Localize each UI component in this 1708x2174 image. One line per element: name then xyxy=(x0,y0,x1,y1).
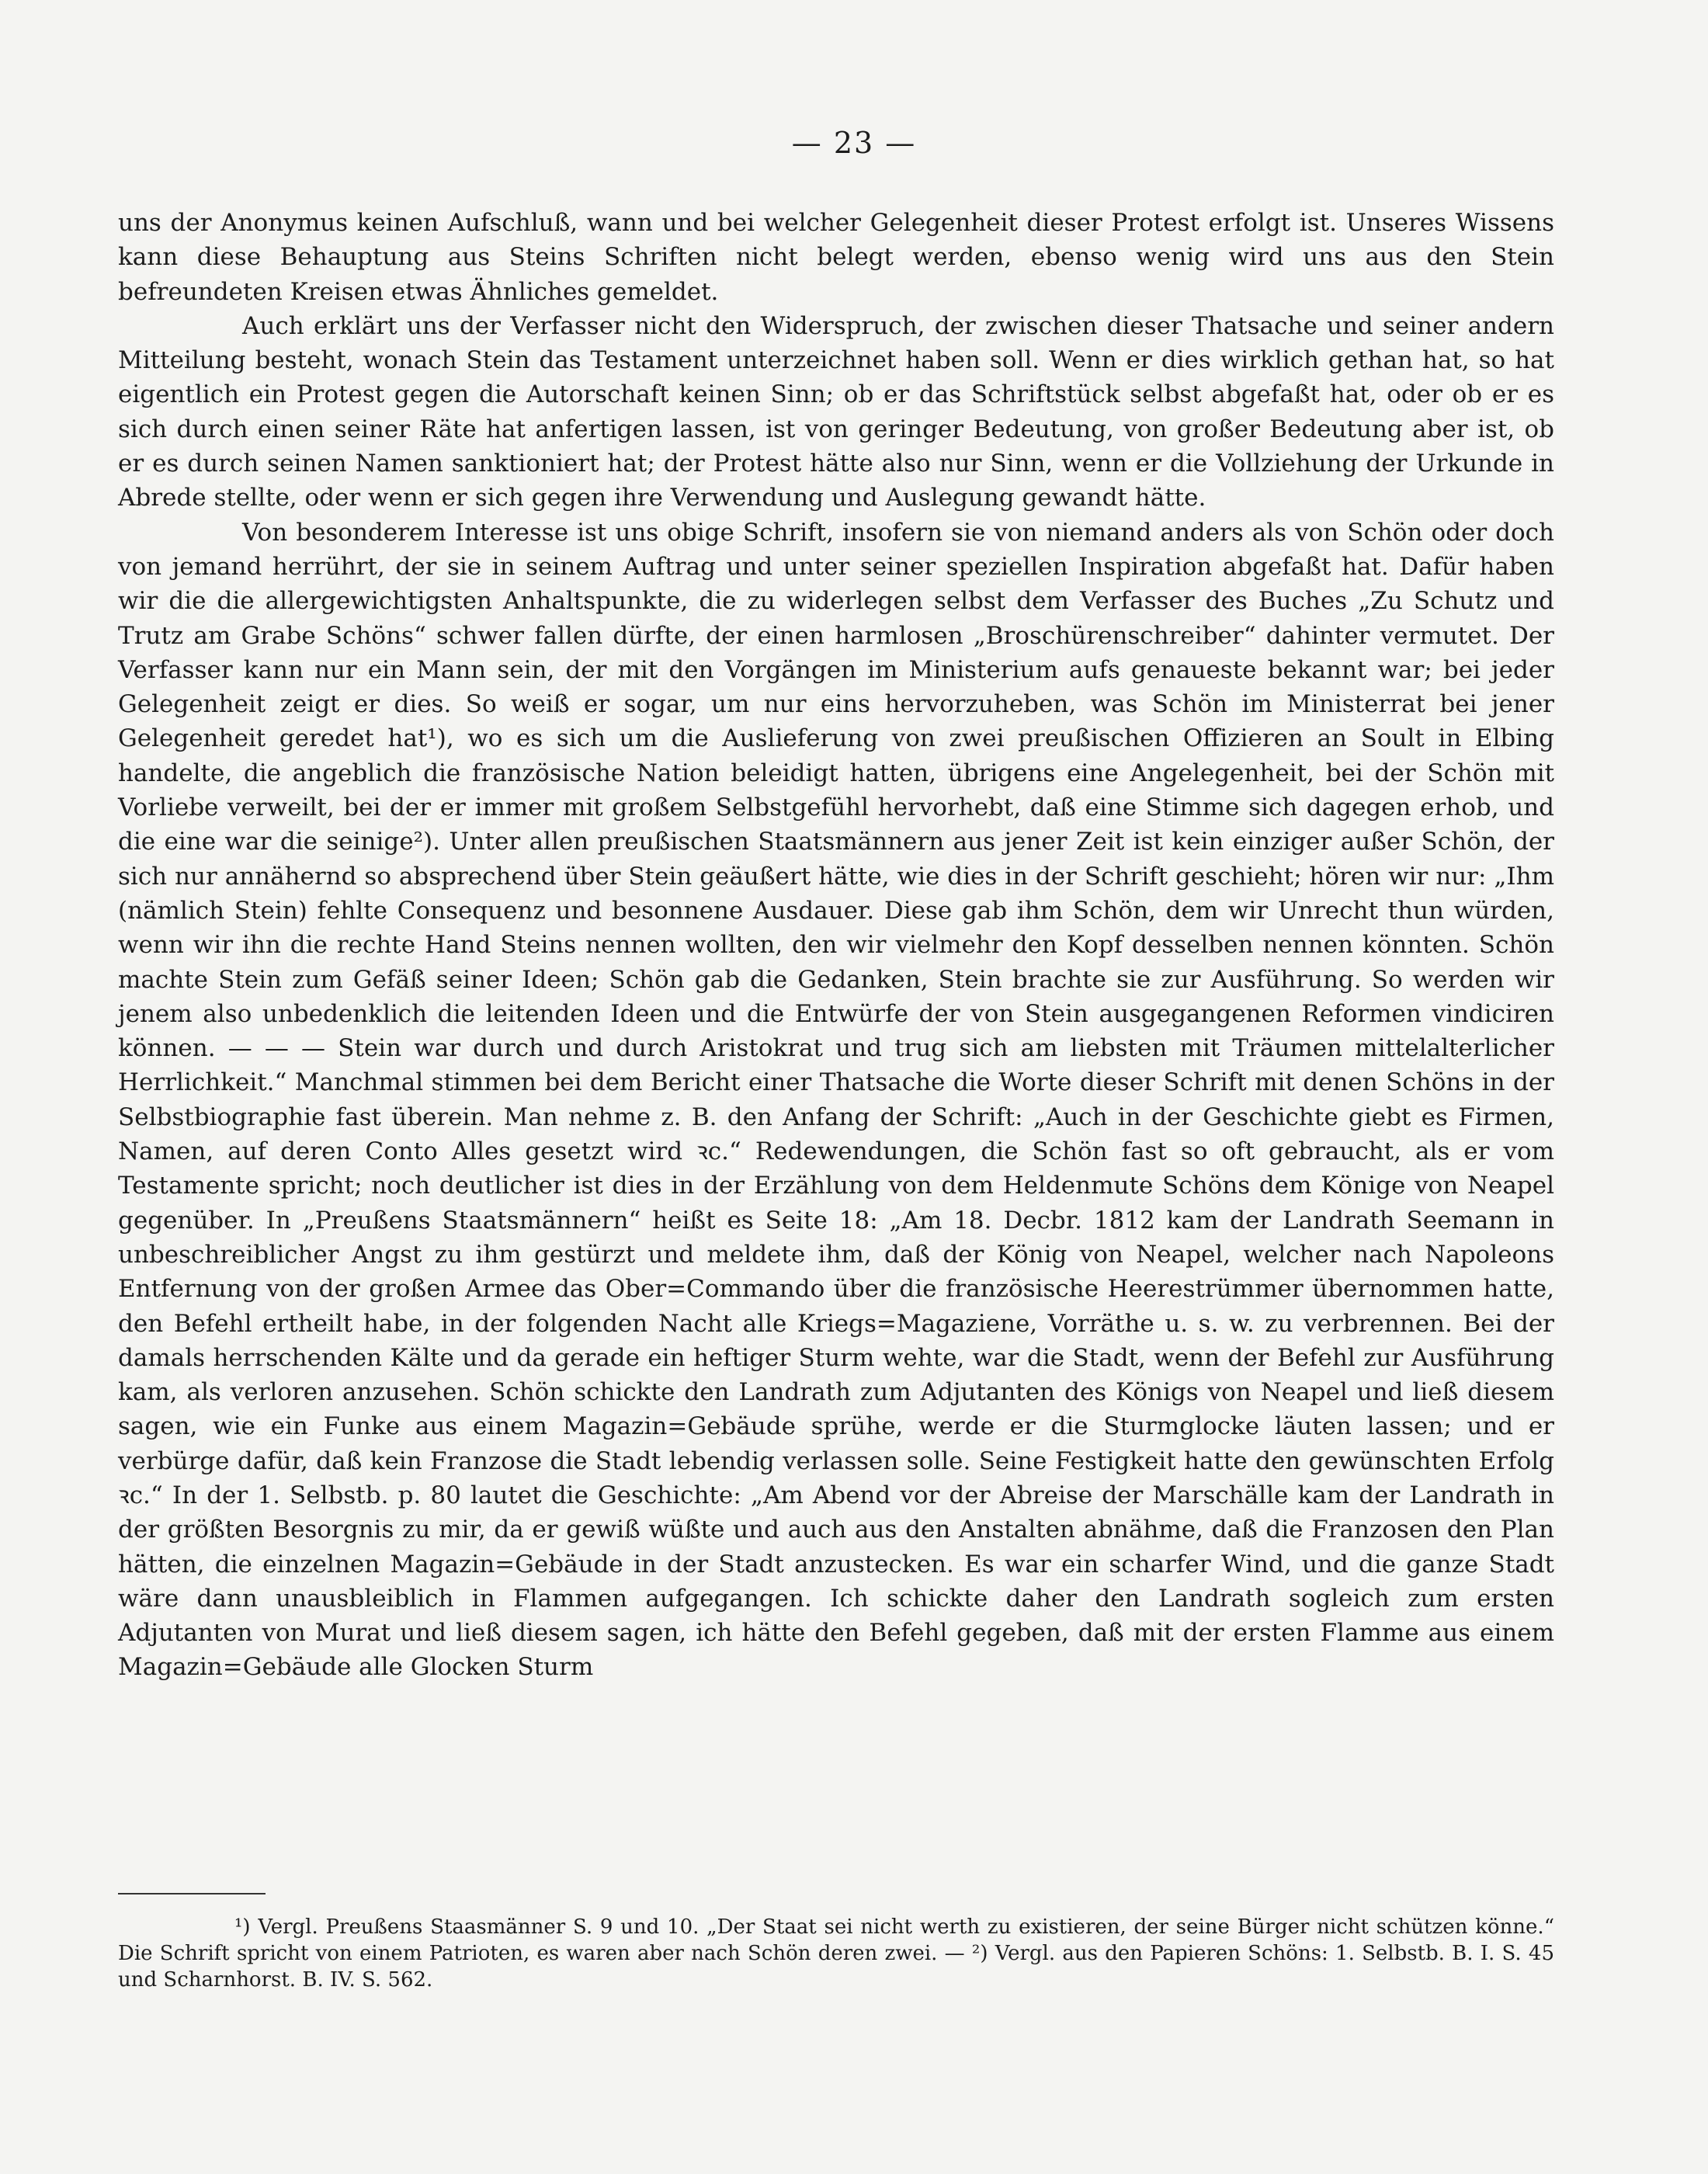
paragraph-1: uns der Anonymus keinen Aufschluß, wann und bei welcher Gelegenheit dieser Protest erfolgt ist. Unseres Wissens kann diese Behauptung aus Steins Schriften nicht belegt werden, ebenso wenig wird uns aus den Stein befreundeten Kreisen etwas Ähnliches gemeldet. xyxy=(118,209,1554,306)
paragraph-3: Von besonderem Interesse ist uns obige Schrift, insofern sie von niemand anders als von Schön oder doch von jemand herrührt, der sie in seinem Auftrag und unter seiner speziellen Inspiration abgefaßt hat. Dafür haben wir die die allergewichtigsten Anhaltspunkte, die zu widerlegen selbst dem Verfasser des Buches „Zu Schutz und Trutz am Grabe Schöns“ schwer fallen dürfte, der einen harmlosen „Broschürenschreiber“ dahinter vermutet. Der Verfasser kann nur ein Mann sein, der mit den Vorgängen im Ministerium aufs genaueste bekannt war; bei jeder Gelegenheit zeigt er dies. So weiß er sogar, um nur eins hervorzuheben, was Schön im Ministerrat bei jener Gelegenheit geredet hat¹), wo es sich um die Auslieferung von zwei preußischen Offizieren an Soult in Elbing handelte, die angeblich die französische Nation beleidigt hatten, übrigens eine Angelegenheit, bei der Schön mit Vorliebe verweilt, bei der er immer mit großem Selbstgefühl hervorhebt, daß eine Stimme sich dagegen erhob, und die eine war die seinige²). Unter allen preußischen Staatsmännern aus jener Zeit ist kein einziger außer Schön, der sich nur annähernd so absprechend über Stein geäußert hätte, wie dies in der Schrift geschieht; hören wir nur: „Ihm (nämlich Stein) fehlte Consequenz und besonnene Ausdauer. Diese gab ihm Schön, dem wir Unrecht thun würden, wenn wir ihn die rechte Hand Steins nennen wollten, den wir vielmehr den Kopf desselben nennen könnten. Schön machte Stein zum Gefäß seiner Ideen; Schön gab die Gedanken, Stein brachte sie zur Ausführung. So werden wir jenem also unbedenklich die leitenden Ideen und die Entwürfe der von Stein ausgegangenen Reformen vindiciren können. — — — Stein war durch und durch Aristokrat und trug sich am liebsten mit Träumen mittelalterlicher Herrlichkeit.“ Manchmal stimmen bei dem Bericht einer Thatsache die Worte dieser Schrift mit denen Schöns in der Selbstbiographie fast überein. Man nehme z. B. den Anfang der Schrift: „Auch in der Geschichte giebt es Firmen, Namen, auf deren Conto Alles gesetzt wird ꝛc.“ Redewendungen, die Schön fast so oft gebraucht, als er vom Testamente spricht; noch deutlicher ist dies in der Erzählung von dem Heldenmute Schöns dem Könige von Neapel gegenüber. In „Preußens Staatsmännern“ heißt es Seite 18: „Am 18. Decbr. 1812 kam der Landrath Seemann in unbeschreiblicher Angst zu ihm gestürzt und meldete ihm, daß der König von Neapel, welcher nach Napoleons Entfernung von der großen Armee das Ober=Commando über die französische Heerestrümmer übernommen hatte, den Befehl ertheilt habe, in der folgenden Nacht alle Kriegs=Magaziene, Vorräthe u. s. w. zu verbrennen. Bei der damals herrschenden Kälte und da gerade ein heftiger Sturm wehte, war die Stadt, wenn der Befehl zur Ausführung kam, als verloren anzusehen. Schön schickte den Landrath zum Adjutanten des Königs von Neapel und ließ diesem sagen, wie ein Funke aus einem Magazin=Gebäude sprühe, werde er die Sturmglocke läuten lassen; und er verbürge dafür, daß kein Franzose die Stadt lebendig verlassen solle. Seine Festigkeit hatte den gewünschten Erfolg ꝛc.“ In der 1. Selbstb. p. 80 lautet die Geschichte: „Am Abend vor der Abreise der Marschälle kam der Landrath in der größten Besorgnis zu mir, da er gewiß wüßte und auch aus den Anstalten abnähme, daß die Franzosen den Plan hätten, die einzelnen Magazin=Gebäude in der Stadt anzustecken. Es war ein scharfer Wind, und die ganze Stadt wäre dann unausbleiblich in Flammen aufgegangen. Ich schickte daher den Landrath sogleich zum ersten Adjutanten von Murat und ließ diesem sagen, ich hätte den Befehl gegeben, daß mit der ersten Flamme aus einem Magazin=Gebäude alle Glocken Sturm xyxy=(118,518,1554,1682)
main-text xyxy=(118,206,1554,1685)
page-number: — 23 — xyxy=(791,126,917,160)
paragraph-2: Auch erklärt uns der Verfasser nicht den Widerspruch, der zwischen dieser Thatsache und seiner andern Mitteilung besteht, wonach Stein das Testament unterzeichnet haben soll. Wenn er dies wirklich gethan hat, so hat eigentlich ein Protest gegen die Autorschaft keinen Sinn; ob er das Schriftstück selbst abgefaßt hat, oder ob er es sich durch einen seiner Räte hat anfertigen lassen, ist von geringer Bedeutung, von großer Bedeutung aber ist, ob er es durch seinen Namen sanktioniert hat; der Protest hätte also nur Sinn, wenn er die Vollziehung der Urkunde in Abrede stellte, oder wenn er sich gegen ihre Verwendung und Auslegung gewandt hätte. xyxy=(118,311,1554,512)
footnotes: ¹) Vergl. Preußens Staasmänner S. 9 und 10. „Der Staat sei nicht werth zu existieren, der seine Bürger nicht schützen könne.“ Die Schrift spricht von einem Patrioten, es waren aber nach Schön deren zwei. — ²) Vergl. aus den Papieren Schöns: 1. Selbstb. B. I. S. 45 und Scharnhorst. B. IV. S. 562. xyxy=(118,1915,1554,1992)
footnote-divider xyxy=(118,1893,266,1894)
